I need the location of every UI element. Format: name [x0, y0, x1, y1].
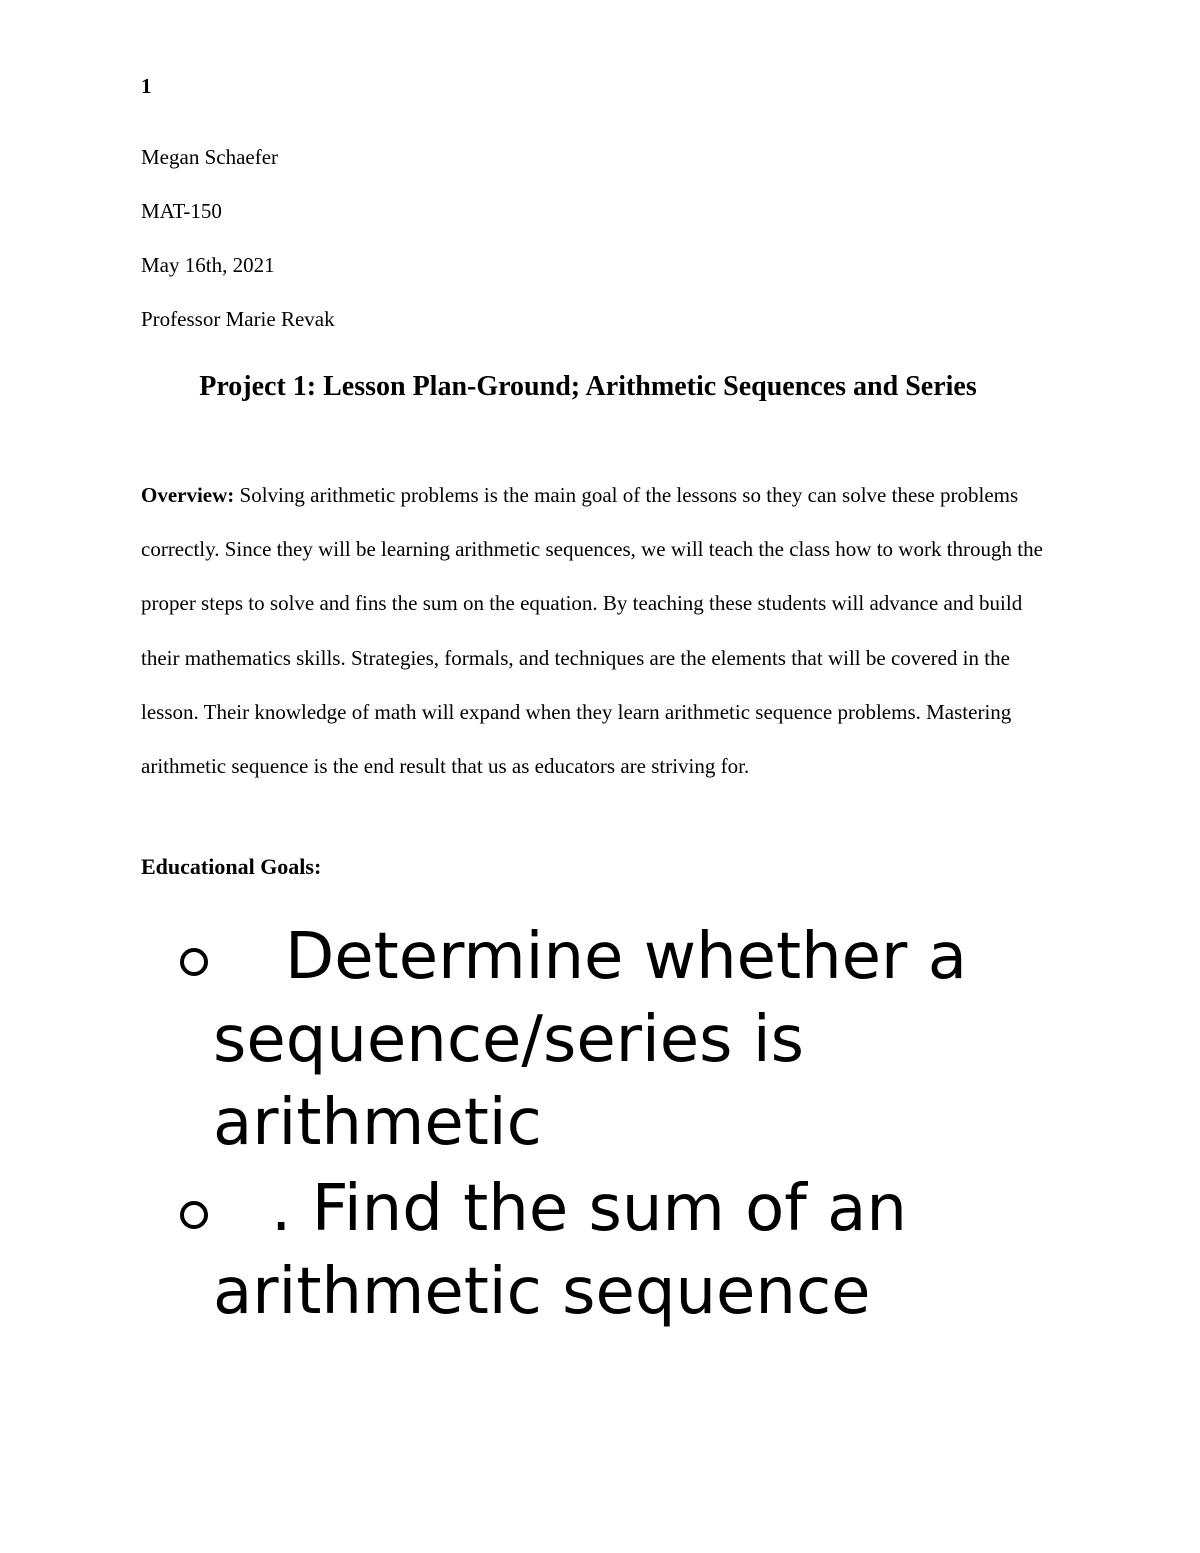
author-name: Megan Schaefer — [141, 145, 279, 169]
date-line: May 16th, 2021 — [141, 253, 275, 277]
course-code: MAT-150 — [141, 199, 222, 223]
overview-label: Overview: — [141, 483, 235, 507]
overview-text: Solving arithmetic problems is the main goal of the lessons so they can solve these problems correctly. Since they will be learning arithmetic sequences, we will teach the class how to work through the proper steps to solve and fins the sum on the equation. By teaching these students will advance and build their mathematics skills. Strategies, formals, and techniques are the elements that will be covered in the lesson. Their knowledge of math will expand when they learn arithmetic sequence problems. Mastering arithmetic sequence is the end result that us as educators are striving for. — [141, 483, 1043, 779]
goal-text: Determine whether a sequence/series is arithmetic — [213, 920, 988, 1160]
document-title: Project 1: Lesson Plan-Ground; Arithmetic Sequences and Series — [199, 371, 977, 402]
educational-goals-heading: Educational Goals: — [141, 854, 322, 879]
hollow-circle-icon — [180, 948, 208, 976]
goal-text: . Find the sum of an arithmetic sequence — [213, 1172, 928, 1329]
page-number: 1 — [141, 74, 152, 98]
hollow-circle-icon — [180, 1201, 208, 1229]
overview-paragraph — [141, 468, 1061, 793]
professor-name: Professor Marie Revak — [141, 307, 335, 331]
